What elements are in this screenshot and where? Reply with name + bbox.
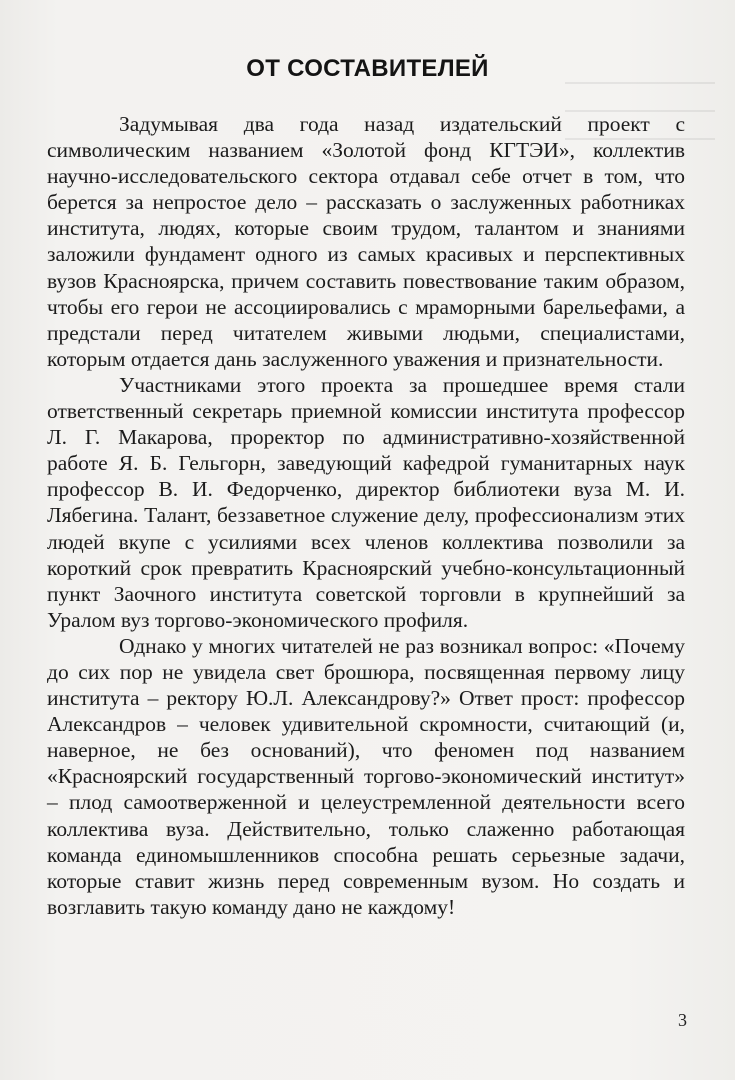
page-title: ОТ СОСТАВИТЕЛЕЙ xyxy=(246,55,489,82)
page-number: 3 xyxy=(678,1010,687,1030)
page-body xyxy=(47,111,685,920)
paragraph-3: Однако у многих читателей не раз возникал вопрос: «Почему до сих пор не увидела свет брошюра, посвященная первому лицу института – ректору Ю.Л. Александрову?» Ответ прост: профессор Александров – человек удивительной скромности, считающий (и, наверное, не без оснований), что феномен под названием «Красноярский государственный торгово-экономический институт» – плод самоотверженной и целеустремленной деятельности всего коллектива вуза. Действительно, только слаженно работающая команда единомышленников способна решать серьезные задачи, которые ставит жизнь перед современным вузом. Но создать и возглавить такую команду дано не каждому! xyxy=(47,633,685,919)
paragraph-1: Задумывая два года назад издательский проект с символическим названием «Золотой фонд КГТЭИ», коллектив научно-исследовательского сектора отдавал себе отчет в том, что берется за непростое дело – рассказать о заслуженных работниках института, людях, которые своим трудом, талантом и знаниями заложили фундамент одного из самых красивых и перспективных вузов Красноярска, причем составить повествование таким образом, чтобы его герои не ассоциировались с мраморными барельефами, а предстали перед читателем живыми людьми, специалистами, которым отдается дань заслуженного уважения и признательности. xyxy=(47,112,685,371)
paragraph-2: Участниками этого проекта за прошедшее время стали ответственный секретарь приемной комиссии института профессор Л. Г. Макарова, проректор по административно-хозяйственной работе Я. Б. Гельгорн, заведующий кафедрой гуманитарных наук профессор В. И. Федорченко, директор библиотеки вуза М. И. Лябегина. Талант, беззаветное служение делу, профессионализм этих людей вкупе с усилиями всех членов коллектива позволили за короткий срок превратить Красноярский учебно-консультационный пункт Заочного института советской торговли в крупнейший за Уралом вуз торгово-экономического профиля. xyxy=(47,372,685,632)
